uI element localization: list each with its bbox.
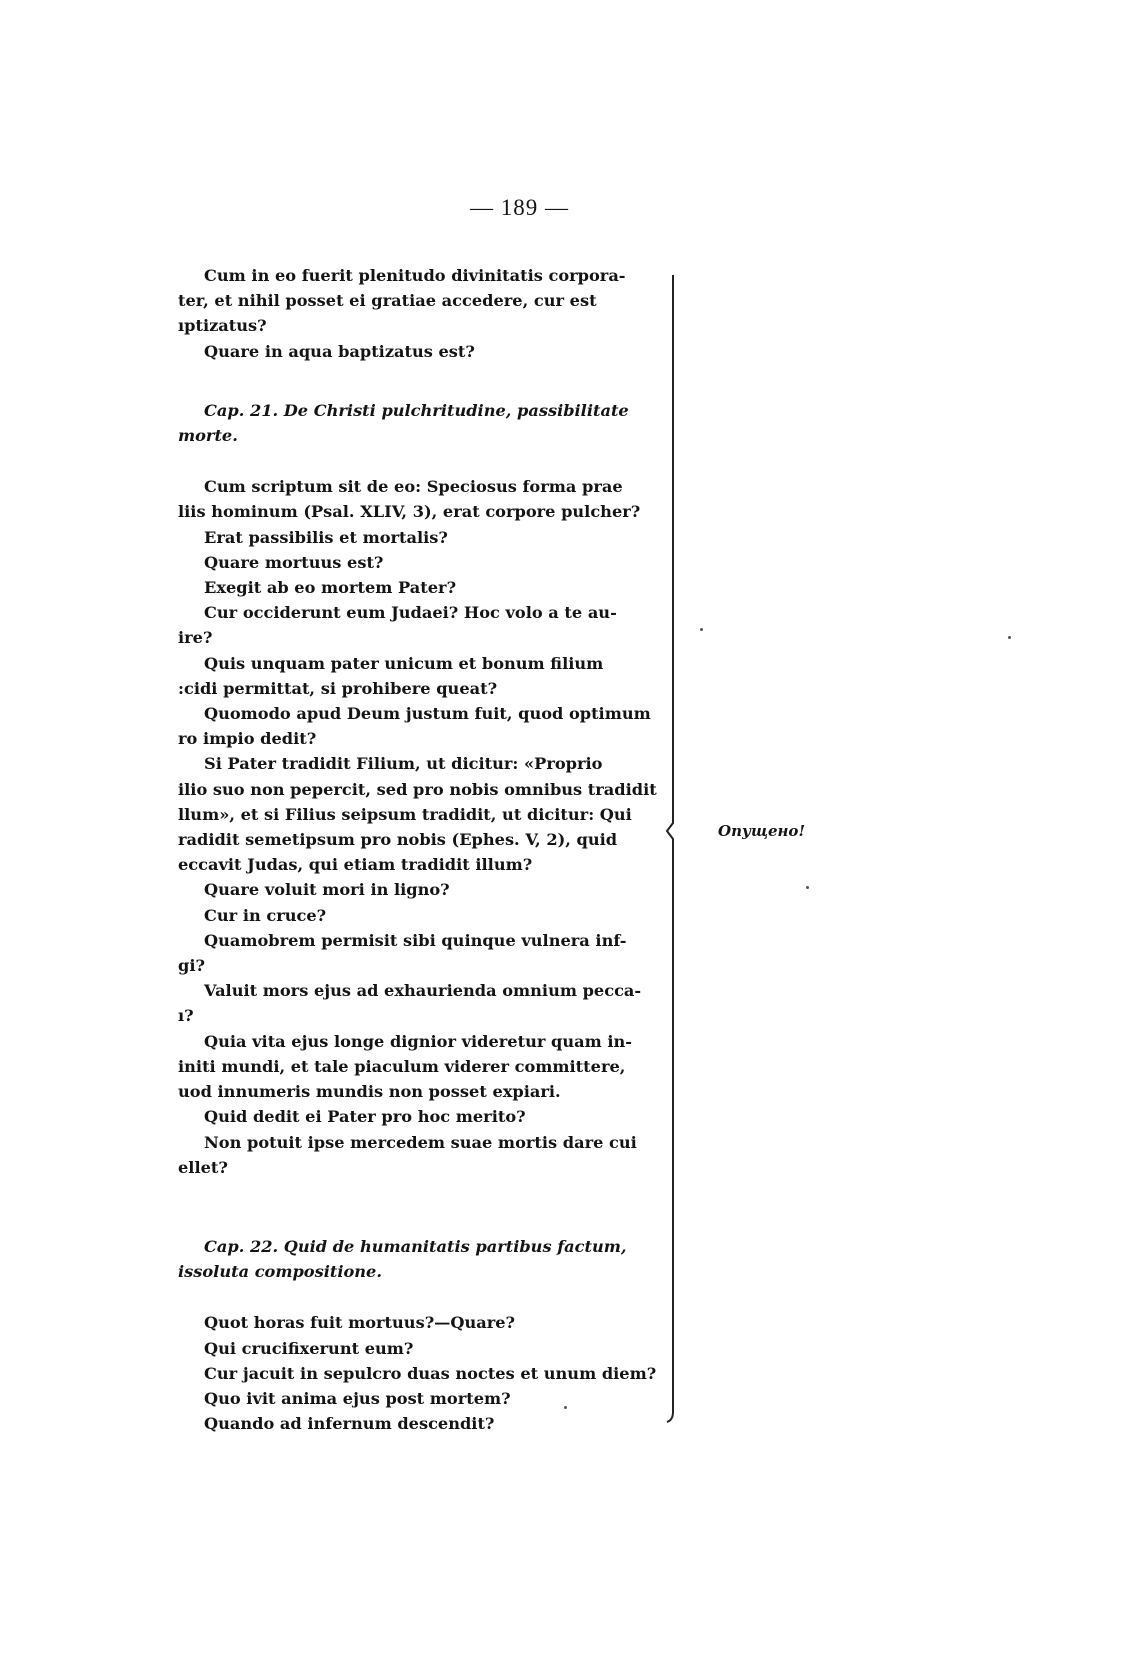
heading-line: issoluta compositione. xyxy=(178,1262,382,1282)
paragraph xyxy=(178,575,666,600)
paragraph xyxy=(178,701,666,751)
text-line: Quia vita ejus longe dignior videretur quam in- xyxy=(204,1031,632,1051)
text-line: Qui crucifixerunt eum? xyxy=(204,1338,414,1358)
text-line: Exegit ab eo mortem Pater? xyxy=(204,578,457,598)
paragraph xyxy=(178,978,666,1028)
heading-line: morte. xyxy=(178,426,238,446)
paragraph xyxy=(178,474,666,524)
text-line: Cur in cruce? xyxy=(204,905,327,925)
paragraph xyxy=(178,600,666,650)
paragraph xyxy=(178,903,666,928)
paragraph xyxy=(178,525,666,550)
margin-bracket-upper xyxy=(672,275,674,815)
chapter-heading xyxy=(178,398,666,448)
paragraph xyxy=(178,1411,666,1436)
text-line: Quot horas fuit mortuus?—Quare? xyxy=(204,1313,516,1333)
scan-speck xyxy=(700,628,703,631)
text-line: ro impio dedit? xyxy=(178,729,317,749)
scan-speck xyxy=(564,1406,567,1409)
paragraph xyxy=(178,651,666,701)
text-line: Cum scriptum sit de eo: Speciosus forma prae xyxy=(204,477,623,497)
margin-bracket-lower xyxy=(672,850,674,1405)
text-line: liis hominum (Psal. XLIV, 3), erat corpore pulcher? xyxy=(178,502,641,522)
text-line: Erat passibilis et mortalis? xyxy=(204,527,448,547)
text-line: Quare voluit mori in ligno? xyxy=(204,880,450,900)
paragraph xyxy=(178,550,666,575)
text-line: Non potuit ipse mercedem suae mortis dare cui xyxy=(204,1132,637,1152)
chapter-heading xyxy=(178,1234,666,1284)
text-line: radidit semetipsum pro nobis (Ephes. V, 2), quid xyxy=(178,830,618,850)
text-line: Quare in aqua baptizatus est? xyxy=(204,341,475,361)
paragraph xyxy=(178,1386,666,1411)
text-line: Quare mortuus est? xyxy=(204,552,384,572)
text-line: initi mundi, et tale piaculum viderer committere, xyxy=(178,1056,626,1076)
text-line: Quid dedit ei Pater pro hoc merito? xyxy=(204,1107,526,1127)
text-line: Quis unquam pater unicum et bonum filium xyxy=(204,653,604,673)
heading-line: Cap. 22. Quid de humanitatis partibus factum, xyxy=(204,1236,627,1256)
text-line: Quo ivit anima ejus post mortem? xyxy=(204,1388,511,1408)
heading-line: Cap. 21. De Christi pulchritudine, passibilitate xyxy=(204,400,629,420)
paragraph xyxy=(178,1130,666,1180)
text-line: ı? xyxy=(178,1006,194,1026)
text-line: ter, et nihil posset ei gratiae accedere, cur est xyxy=(178,291,597,311)
text-line: Cur occiderunt eum Judaei? Hoc volo a te au- xyxy=(204,603,617,623)
paragraph xyxy=(178,1336,666,1361)
text-line: Cum in eo fuerit plenitudo divinitatis corpora- xyxy=(204,266,626,285)
page-number: — 189 — xyxy=(470,195,569,220)
margin-bracket-end xyxy=(664,1400,684,1424)
paragraph xyxy=(178,263,666,339)
paragraph xyxy=(178,1310,666,1335)
text-line: gi? xyxy=(178,956,205,976)
paragraph xyxy=(178,339,666,364)
paragraph xyxy=(178,1361,666,1386)
text-line: uod innumeris mundis non posset expiari. xyxy=(178,1082,561,1102)
text-line: llum», et si Filius seipsum tradidit, ut dicitur: Qui xyxy=(178,804,632,824)
paragraph xyxy=(178,877,666,902)
handwritten-margin-note: Опущено! xyxy=(718,822,806,840)
paragraph xyxy=(178,1029,666,1105)
text-line: Valuit mors ejus ad exhaurienda omnium pecca- xyxy=(204,981,642,1001)
paragraph xyxy=(178,1104,666,1129)
main-text xyxy=(178,263,666,1436)
text-line: ilio suo non pepercit, sed pro nobis omnibus tradidit xyxy=(178,779,657,799)
scan-speck xyxy=(1008,636,1011,639)
text-line: ire? xyxy=(178,628,213,648)
text-line: Quando ad infernum descendit? xyxy=(204,1414,495,1434)
text-line: ellet? xyxy=(178,1157,228,1177)
text-line: Quomodo apud Deum justum fuit, quod optimum xyxy=(204,704,651,724)
paragraph xyxy=(178,928,666,978)
text-line: ıptizatus? xyxy=(178,316,267,336)
scan-speck xyxy=(806,886,809,889)
text-line: Cur jacuit in sepulcro duas noctes et unum diem? xyxy=(204,1363,657,1383)
paragraph xyxy=(178,751,666,877)
text-line: eccavit Judas, qui etiam tradidit illum? xyxy=(178,855,533,875)
text-line: :cidi permittat, si prohibere queat? xyxy=(178,678,498,698)
text-line: Si Pater tradidit Filium, ut dicitur: «Proprio xyxy=(204,754,603,774)
text-line: Quamobrem permisit sibi quinque vulnera inf- xyxy=(204,930,627,950)
margin-bracket-point xyxy=(664,808,684,854)
